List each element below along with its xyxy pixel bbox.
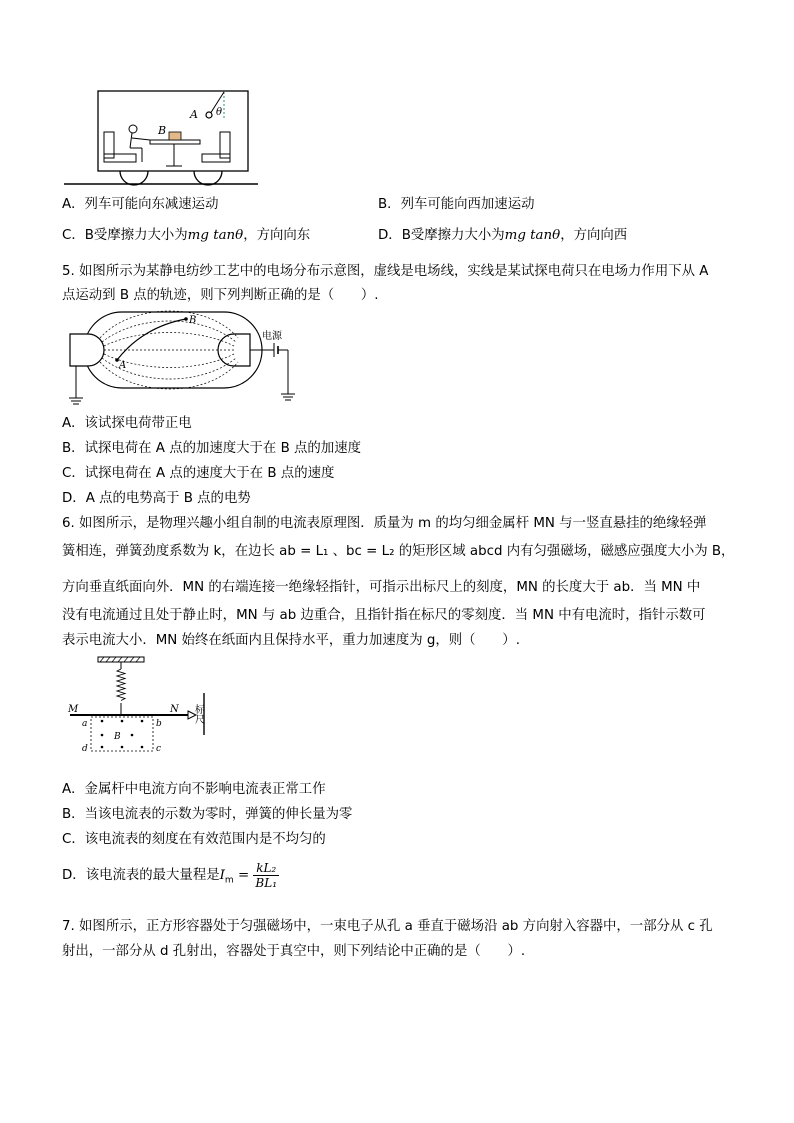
q6-option-a: A．金属杆中电流方向不影响电流表正常工作 bbox=[62, 782, 326, 797]
q6-figure-ammeter bbox=[62, 655, 222, 759]
q7-stem-line1: 7. 如图所示，正方形容器处于匀强磁场中，一束电子从孔 a 垂直于磁场沿 ab 方向射入容器中，一部分从 c 孔 bbox=[62, 919, 713, 934]
q4-option-b: B．列车可能向西加速运动 bbox=[378, 197, 535, 212]
q5-figure-electric-field bbox=[62, 308, 312, 408]
q5-label-A: A bbox=[119, 360, 127, 371]
q4-option-c bbox=[62, 226, 310, 246]
q6-stem-line2: 簧相连，弹簧劲度系数为 k，在边长 ab = L₁ 、bc = L₂ 的矩形区域 abcd 内有匀强磁场，磁感应强度大小为 B， bbox=[62, 544, 735, 559]
q5-stem-line2: 点运动到 B 点的轨迹，则下列判断正确的是（ ）. bbox=[62, 288, 379, 303]
q6-option-d-numerator: kL₂ bbox=[253, 861, 279, 876]
q4-option-d-prefix: D．B受摩擦力大小为 bbox=[378, 228, 505, 243]
q6-label-scale: 标尺 bbox=[192, 704, 204, 724]
q6-label-c: c bbox=[156, 744, 162, 754]
q5-stem-line1: 5. 如图所示为某静电纺纱工艺中的电场分布示意图，虚线是电场线，实线是某试探电荷只在电场力作用下从 A bbox=[62, 264, 709, 279]
q4-option-d-expr: mg tanθ bbox=[504, 228, 561, 243]
q4-option-c-expr: mg tanθ bbox=[187, 228, 244, 243]
q6-label-a: a bbox=[82, 719, 88, 729]
q4-option-c-suffix: ，方向向东 bbox=[243, 228, 311, 243]
q4-figure-train bbox=[62, 88, 262, 188]
q7-stem-line2: 射出，一部分从 d 孔射出，容器处于真空中，则下列结论中正确的是（ ）. bbox=[62, 944, 526, 959]
q4-option-d-suffix: ，方向向西 bbox=[560, 228, 628, 243]
q6-option-d-denominator: BL₁ bbox=[255, 875, 278, 890]
q6-stem-line3: 方向垂直纸面向外．MN 的右端连接一绝缘轻指针，可指示出标尺上的刻度，MN 的长度大于 ab．当 MN 中 bbox=[62, 580, 701, 595]
q6-option-c: C．该电流表的刻度在有效范围内是不均匀的 bbox=[62, 832, 326, 847]
q6-stem-line5: 表示电流大小．MN 始终在纸面内且保持水平，重力加速度为 g，则（ ）. bbox=[62, 633, 520, 648]
q4-option-d bbox=[378, 226, 627, 246]
q4-label-theta: θ bbox=[216, 107, 223, 118]
q6-label-B: B bbox=[114, 732, 121, 742]
q4-label-B: B bbox=[158, 124, 167, 137]
q4-label-A: A bbox=[190, 108, 198, 121]
q6-option-b: B．当该电流表的示数为零时，弹簧的伸长量为零 bbox=[62, 807, 353, 822]
q6-stem-line4: 没有电流通过且处于静止时，MN 与 ab 边重合，且指针指在标尺的零刻度．当 MN 中有电流时，指针示数可 bbox=[62, 608, 706, 623]
q6-label-N: N bbox=[170, 704, 179, 715]
q6-stem-line1: 6. 如图所示，是物理兴趣小组自制的电流表原理图．质量为 m 的均匀细金属杆 MN 与一竖直悬挂的绝缘轻弹 bbox=[62, 516, 707, 531]
q5-label-B: B bbox=[189, 315, 197, 326]
q5-option-a: A．该试探电荷带正电 bbox=[62, 416, 192, 431]
q4-option-a: A．列车可能向东减速运动 bbox=[62, 197, 219, 212]
q6-label-M: M bbox=[68, 704, 79, 715]
q5-option-d: D．A 点的电势高于 B 点的电势 bbox=[62, 491, 251, 506]
q6-option-d: D．该电流表的最大量程是$I_m$ = $\frac{\text{kL₂}}{\text{BL₁}}$ bbox=[62, 860, 278, 890]
q5-option-b: B．试探电荷在 A 点的加速度大于在 B 点的加速度 bbox=[62, 441, 361, 456]
q6-option-d-fraction bbox=[253, 861, 279, 890]
q6-label-d: d bbox=[82, 744, 88, 754]
q4-option-c-prefix: C．B受摩擦力大小为 bbox=[62, 228, 188, 243]
q5-label-power: 电源 bbox=[262, 331, 282, 342]
q6-option-d-prefix: D．该电流表的最大量程是 bbox=[62, 868, 220, 883]
q5-option-c: C．试探电荷在 A 点的速度大于在 B 点的速度 bbox=[62, 466, 335, 481]
q6-option-d-lhs-sub: m bbox=[224, 875, 234, 886]
q6-label-b: b bbox=[156, 719, 162, 729]
q6-option-d-lhs: I bbox=[219, 868, 225, 883]
